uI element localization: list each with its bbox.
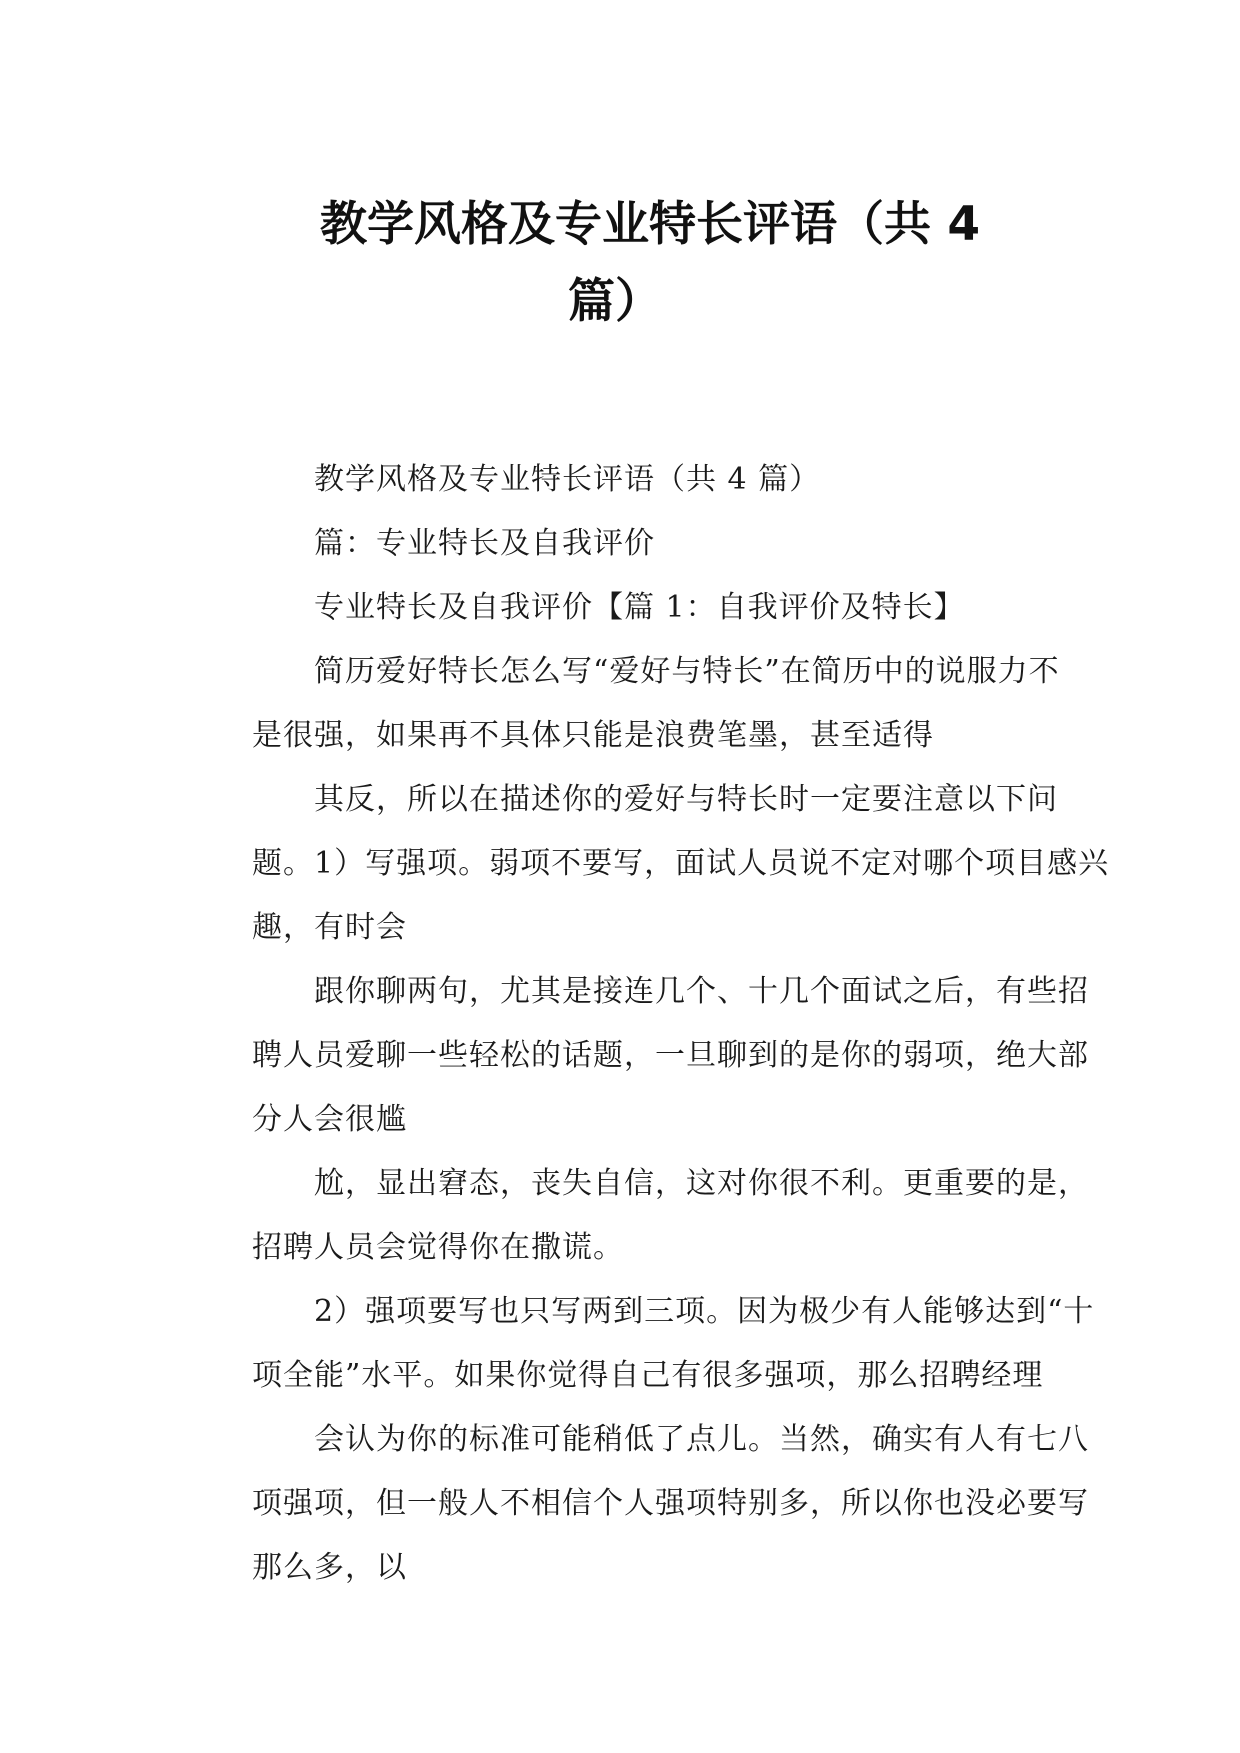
document-title-line-2: 篇） — [568, 274, 662, 329]
paragraph-line: 题。1）写强项。弱项不要写，面试人员说不定对哪个项目感兴 — [252, 846, 1110, 881]
paragraph — [190, 768, 1110, 960]
paragraph — [190, 576, 1050, 640]
paragraph-line: 篇：专业特长及自我评价 — [314, 526, 655, 561]
paragraph — [190, 512, 1050, 576]
paragraph — [190, 960, 1089, 1152]
paragraph-line: 其反，所以在描述你的爱好与特长时一定要注意以下问 — [314, 782, 1058, 817]
paragraph-line: 那么多，以 — [252, 1550, 407, 1585]
paragraph — [190, 1152, 1089, 1280]
paragraph-line: 招聘人员会觉得你在撒谎。 — [252, 1230, 624, 1265]
paragraph-line: 分人会很尴 — [252, 1102, 407, 1137]
document-body — [190, 448, 1110, 1600]
paragraph — [190, 1280, 1095, 1408]
document-title-line-1: 教学风格及专业特长评语（共 4 — [320, 197, 981, 252]
paragraph-line: 专业特长及自我评价【篇 1：自我评价及特长】 — [314, 590, 965, 625]
paragraph-line: 会认为你的标准可能稍低了点儿。当然，确实有人有七八 — [314, 1422, 1089, 1457]
paragraph-line: 项强项，但一般人不相信个人强项特别多，所以你也没必要写 — [252, 1486, 1089, 1521]
paragraph-line: 跟你聊两句，尤其是接连几个、十几个面试之后，有些招 — [314, 974, 1089, 1009]
paragraph-line: 是很强，如果再不具体只能是浪费笔墨，甚至适得 — [252, 718, 934, 753]
paragraph-line: 教学风格及专业特长评语（共 4 篇） — [314, 462, 821, 497]
paragraph-line: 趣，有时会 — [252, 910, 407, 945]
paragraph — [190, 640, 1060, 768]
paragraph — [190, 1408, 1089, 1600]
paragraph-line: 尬，显出窘态，丧失自信，这对你很不利。更重要的是， — [314, 1166, 1089, 1201]
paragraph — [190, 448, 1050, 512]
paragraph-line: 聘人员爱聊一些轻松的话题，一旦聊到的是你的弱项，绝大部 — [252, 1038, 1089, 1073]
paragraph-line: 项全能”水平。如果你觉得自己有很多强项，那么招聘经理 — [252, 1358, 1044, 1393]
paragraph-line: 简历爱好特长怎么写“爱好与特长”在简历中的说服力不 — [314, 654, 1060, 689]
paragraph-line: 2）强项要写也只写两到三项。因为极少有人能够达到“十 — [314, 1294, 1095, 1329]
